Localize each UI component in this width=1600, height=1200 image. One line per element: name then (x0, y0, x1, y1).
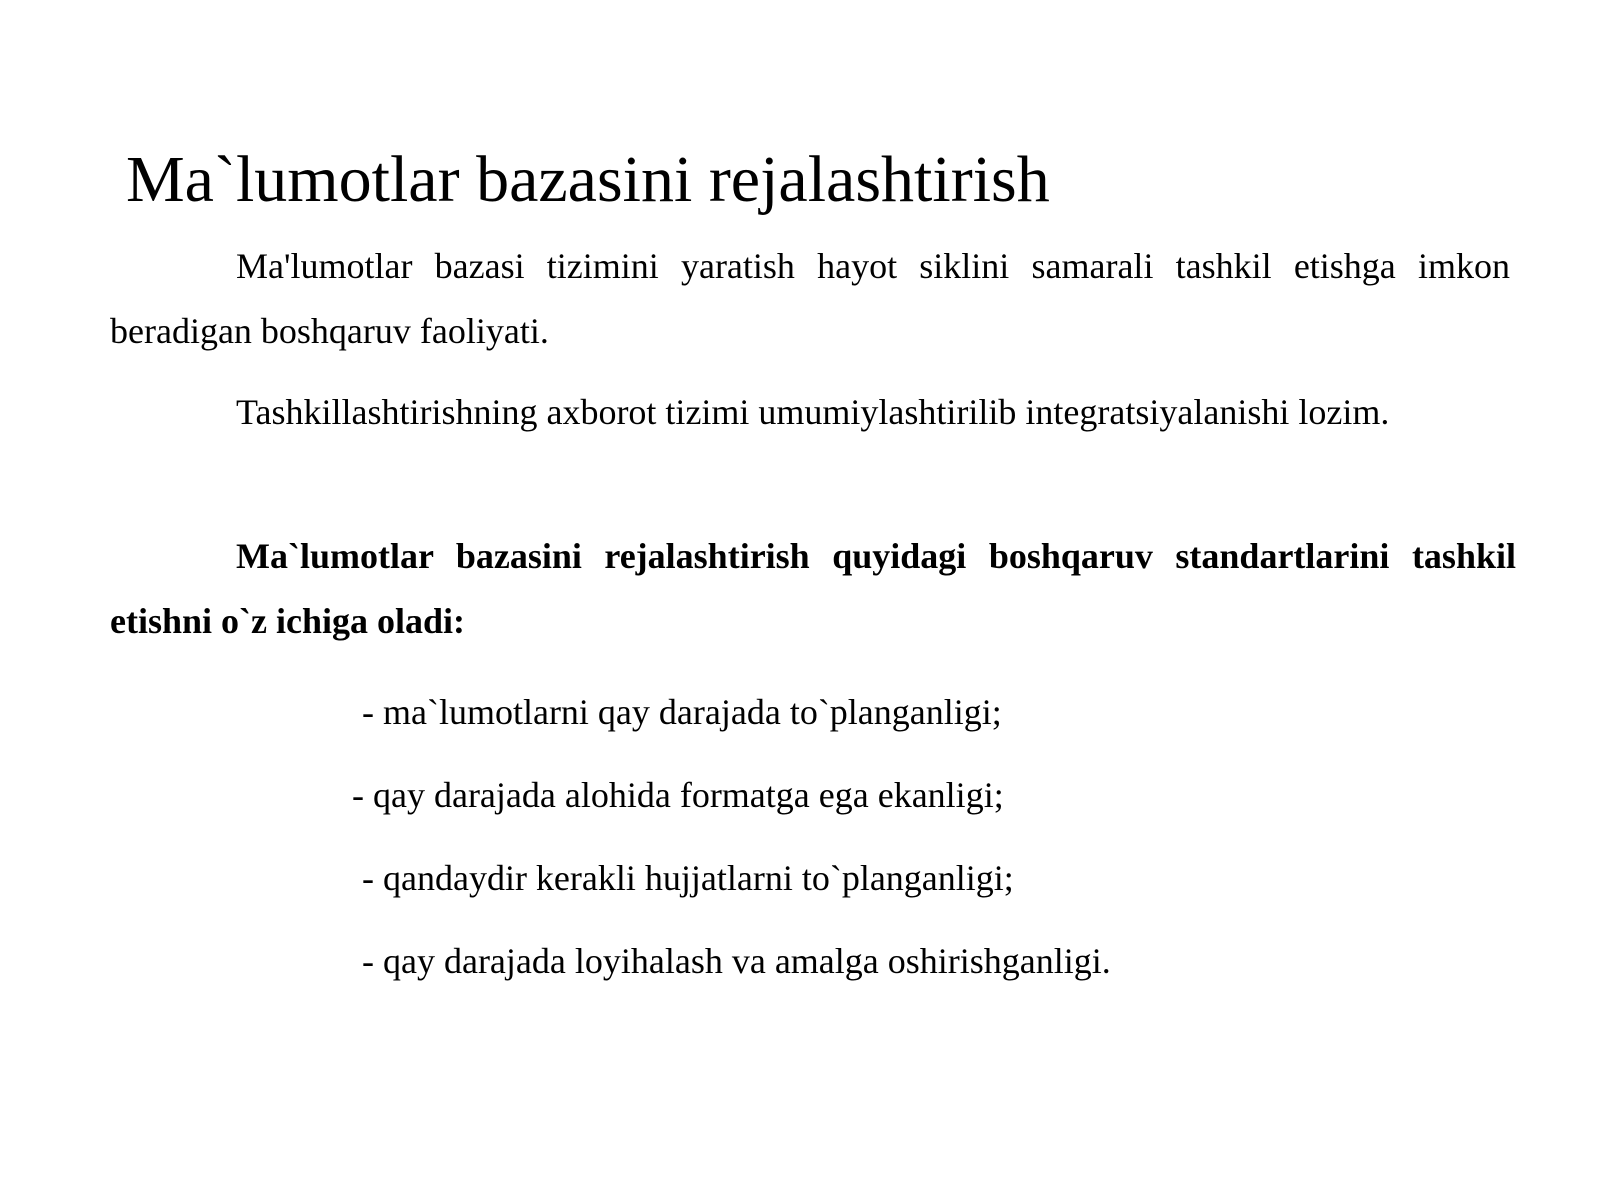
list-item: - ma`lumotlarni qay darajada to`planganligi; (362, 692, 1002, 732)
list-item: - qay darajada alohida formatga ega ekanligi; (352, 775, 1004, 815)
slide-title: Ma`lumotlar bazasini rejalashtirish (126, 143, 1050, 216)
list-item: - qandaydir kerakli hujjatlarni to`planganligi; (362, 858, 1014, 898)
list-item: - qay darajada loyihalash va amalga oshirishganligi. (362, 941, 1111, 981)
paragraph-intro: Ma'lumotlar bazasi tizimini yaratish hayot siklini samarali tashkil etishga imkon beradigan boshqaruv faoliyati. (110, 246, 1510, 351)
paragraph-integration: Tashkillashtirishning axborot tizimi umumiylashtirilib integratsiyalanishi lozim. (236, 392, 1390, 432)
paragraph-standards-heading: Ma`lumotlar bazasini rejalashtirish quyidagi boshqaruv standartlarini tashkil etishni o`z ichiga oladi: (110, 536, 1516, 641)
